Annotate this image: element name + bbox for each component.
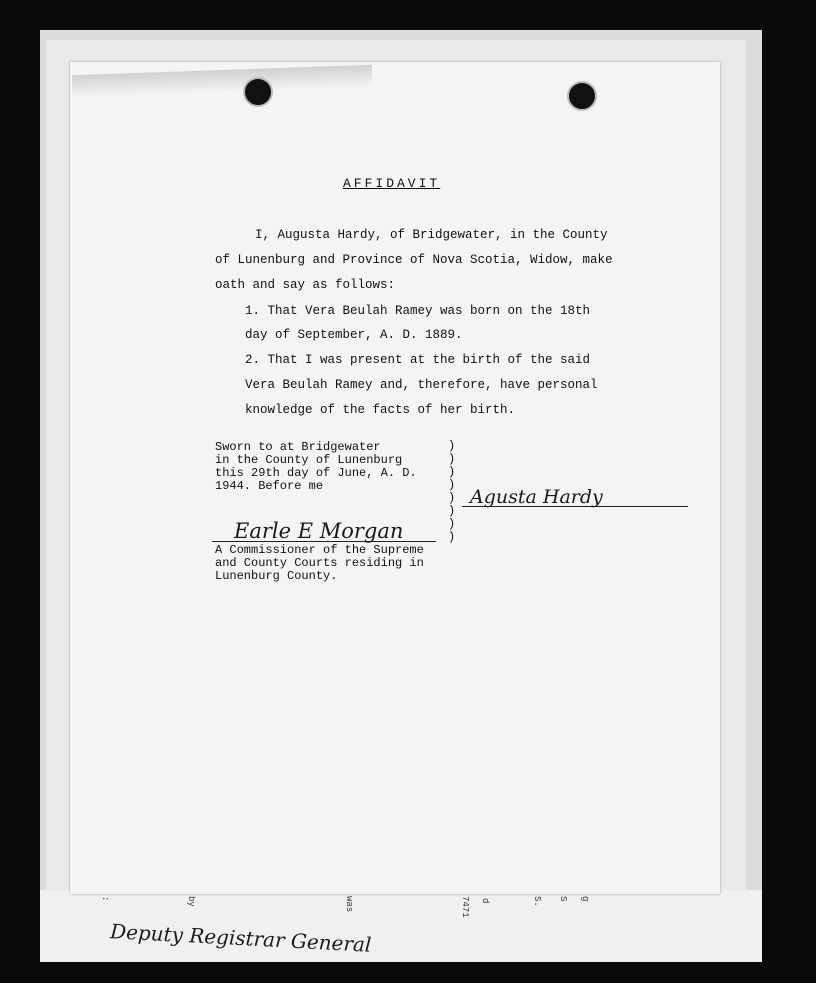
deponent-signature: Agusta Hardy bbox=[470, 486, 603, 508]
edge-fragment: S bbox=[558, 896, 568, 902]
jurat-block: Sworn to at Bridgewater in the County of Lunenburg this 29th day of June, A. D. 1944. Before me bbox=[215, 440, 417, 493]
punch-hole bbox=[243, 77, 273, 107]
edge-fragment: d bbox=[480, 898, 490, 904]
punch-hole bbox=[567, 81, 597, 111]
body-line: knowledge of the facts of her birth. bbox=[245, 403, 516, 417]
commissioner-block: A Commissioner of the Supreme and County Courts residing in Lunenburg County. bbox=[215, 543, 424, 583]
page-title: AFFIDAVIT bbox=[343, 176, 441, 191]
body-line: Vera Beulah Ramey and, therefore, have personal bbox=[245, 378, 598, 392]
edge-fragment: : bbox=[100, 896, 110, 902]
edge-fragment: 7471 bbox=[460, 896, 470, 918]
body-line: day of September, A. D. 1889. bbox=[245, 328, 463, 342]
edge-fragment: g bbox=[580, 896, 590, 902]
registrar-signature: Deputy Registrar General bbox=[109, 919, 372, 957]
body-line: of Lunenburg and Province of Nova Scotia, Widow, make bbox=[215, 253, 613, 267]
brace-mark: ) ) ) ) ) ) ) ) bbox=[448, 439, 456, 544]
body-line: 2. That I was present at the birth of the said bbox=[245, 353, 591, 367]
body-line: I, Augusta Hardy, of Bridgewater, in the County bbox=[255, 228, 608, 242]
body-line: oath and say as follows: bbox=[215, 278, 396, 292]
commissioner-signature: Earle E Morgan bbox=[234, 519, 404, 543]
edge-fragment: was bbox=[344, 896, 354, 913]
edge-fragment: S. bbox=[532, 896, 542, 907]
body-line: 1. That Vera Beulah Ramey was born on the 18th bbox=[245, 304, 591, 318]
edge-fragment: by bbox=[186, 896, 196, 907]
